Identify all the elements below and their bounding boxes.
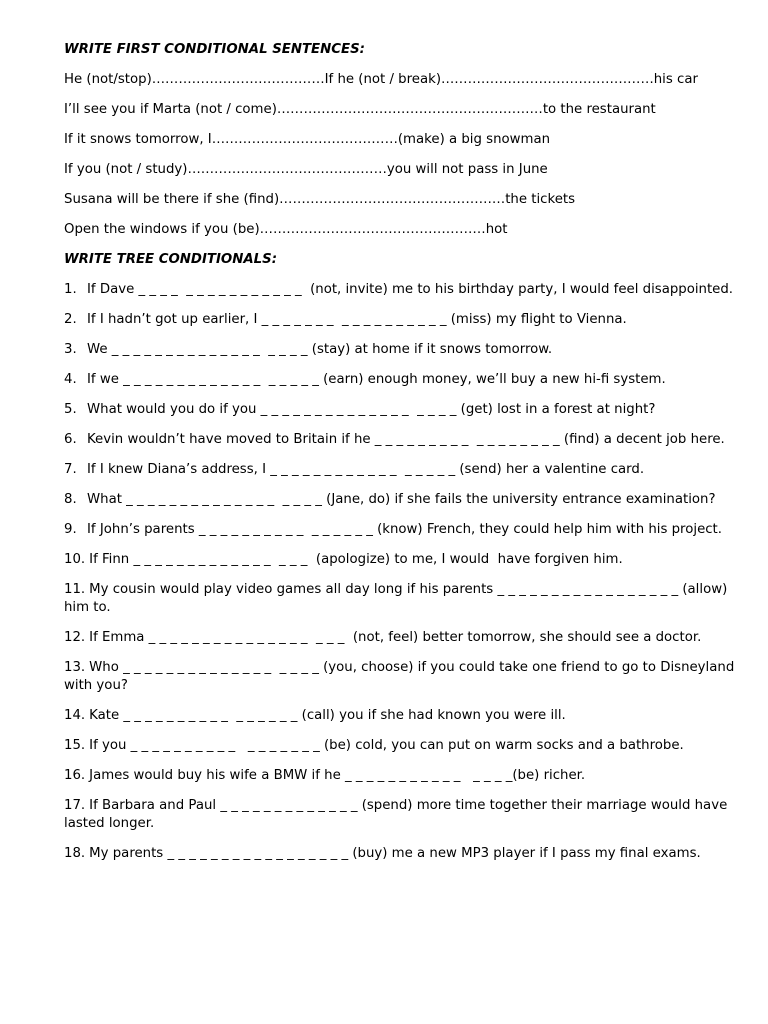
exercise-number: 1. — [64, 282, 77, 297]
exercise-item — [64, 737, 754, 755]
exercise-number: 12. — [64, 630, 86, 645]
conditionals-exercise-list — [64, 281, 754, 863]
exercise-number: 14. — [64, 708, 86, 723]
exercise-item — [64, 371, 754, 389]
exercise-number: 13. — [64, 660, 86, 675]
exercise-item — [64, 845, 754, 863]
exercise-text: If Barbara and Paul _ _ _ _ _ _ _ _ _ _ _ _ _ (spend) more time together their marriage would have lasted longer. — [64, 798, 732, 831]
exercise-number: 9. — [64, 522, 77, 537]
worksheet — [64, 41, 754, 875]
exercise-item — [64, 581, 754, 617]
first-conditional-list — [64, 71, 754, 239]
exercise-item — [64, 797, 754, 833]
section-title-first-conditional: WRITE FIRST CONDITIONAL SENTENCES: — [64, 42, 366, 57]
exercise-item — [64, 281, 754, 299]
exercise-number: 17. — [64, 798, 86, 813]
exercise-item — [64, 461, 754, 479]
exercise-item — [64, 491, 754, 509]
exercise-number: 16. — [64, 768, 86, 783]
exercise-number: 18. — [64, 846, 86, 861]
exercise-text: Kate _ _ _ _ _ _ _ _ _ _ _ _ _ _ _ _ (call) you if she had known you were ill. — [89, 708, 566, 723]
first-conditional-line: He (not/stop)…………………………………If he (not / break)…………………………………………his car — [64, 72, 698, 87]
exercise-number: 7. — [64, 462, 77, 477]
exercise-number: 8. — [64, 492, 77, 507]
exercise-text: If Emma _ _ _ _ _ _ _ _ _ _ _ _ _ _ _ _ _ _ (not, feel) better tomorrow, she should see a doctor. — [89, 630, 702, 645]
exercise-text: What would you do if you _ _ _ _ _ _ _ _ _ _ _ _ _ _ _ _ _ _ (get) lost in a forest at night? — [87, 402, 656, 417]
exercise-item — [64, 629, 754, 647]
exercise-text: If we _ _ _ _ _ _ _ _ _ _ _ _ _ _ _ _ _ _ (earn) enough money, we’ll buy a new hi-fi system. — [87, 372, 666, 387]
exercise-number: 11. — [64, 582, 86, 597]
exercise-text: Who _ _ _ _ _ _ _ _ _ _ _ _ _ _ _ _ _ _ (you, choose) if you could take one friend to go to Disneyland with you? — [64, 660, 739, 693]
exercise-text: If Dave _ _ _ _ _ _ _ _ _ _ _ _ _ _ _ (not, invite) me to his birthday party, I would feel disappointed. — [87, 282, 734, 297]
first-conditional-line: Open the windows if you (be)……………………………………………hot — [64, 222, 508, 237]
first-conditional-line: If you (not / study)………………………………………you will not pass in June — [64, 162, 548, 177]
exercise-text: If I hadn’t got up earlier, I _ _ _ _ _ _ _ _ _ _ _ _ _ _ _ _ _ (miss) my flight to Vienna. — [87, 312, 627, 327]
exercise-item — [64, 401, 754, 419]
first-conditional-line: If it snows tomorrow, I……………………………………(make) a big snowman — [64, 132, 551, 147]
exercise-number: 5. — [64, 402, 77, 417]
section-title-tree-conditionals: WRITE TREE CONDITIONALS: — [64, 252, 278, 267]
exercise-text: If John’s parents _ _ _ _ _ _ _ _ _ _ _ _ _ _ _ _ (know) French, they could help him with his project. — [87, 522, 722, 537]
exercise-number: 6. — [64, 432, 77, 447]
exercise-text: If you _ _ _ _ _ _ _ _ _ _ _ _ _ _ _ _ _ (be) cold, you can put on warm socks and a bathrobe. — [89, 738, 684, 753]
exercise-text: Kevin wouldn’t have moved to Britain if he _ _ _ _ _ _ _ _ _ _ _ _ _ _ _ _ _ (find) a decent job here. — [87, 432, 725, 447]
exercise-text: If I knew Diana’s address, I _ _ _ _ _ _ _ _ _ _ _ _ _ _ _ _ _ (send) her a valentine card. — [87, 462, 645, 477]
exercise-text: If Finn _ _ _ _ _ _ _ _ _ _ _ _ _ _ _ _ (apologize) to me, I would have forgiven him. — [89, 552, 623, 567]
exercise-item — [64, 551, 754, 569]
exercise-number: 4. — [64, 372, 77, 387]
exercise-number: 3. — [64, 342, 77, 357]
exercise-number: 15. — [64, 738, 86, 753]
exercise-number: 2. — [64, 312, 77, 327]
exercise-item — [64, 341, 754, 359]
exercise-text: James would buy his wife a BMW if he _ _ _ _ _ _ _ _ _ _ _ _ _ _ _(be) richer. — [89, 768, 586, 783]
exercise-number: 10. — [64, 552, 86, 567]
exercise-item — [64, 521, 754, 539]
first-conditional-line: I’ll see you if Marta (not / come)……………………………………………………to the restaurant — [64, 102, 656, 117]
first-conditional-line: Susana will be there if she (find)……………………………………………the tickets — [64, 192, 576, 207]
exercise-text: My parents _ _ _ _ _ _ _ _ _ _ _ _ _ _ _ _ _ (buy) me a new MP3 player if I pass my final exams. — [89, 846, 701, 861]
exercise-item — [64, 431, 754, 449]
exercise-item — [64, 707, 754, 725]
exercise-item — [64, 311, 754, 329]
exercise-text: What _ _ _ _ _ _ _ _ _ _ _ _ _ _ _ _ _ _ (Jane, do) if she fails the university entrance examination? — [87, 492, 716, 507]
exercise-item — [64, 767, 754, 785]
exercise-text: We _ _ _ _ _ _ _ _ _ _ _ _ _ _ _ _ _ _ (stay) at home if it snows tomorrow. — [87, 342, 553, 357]
exercise-item — [64, 659, 754, 695]
exercise-text: My cousin would play video games all day long if his parents _ _ _ _ _ _ _ _ _ _ _ _ _ _ _ _ _ (allow) him to. — [64, 582, 732, 615]
